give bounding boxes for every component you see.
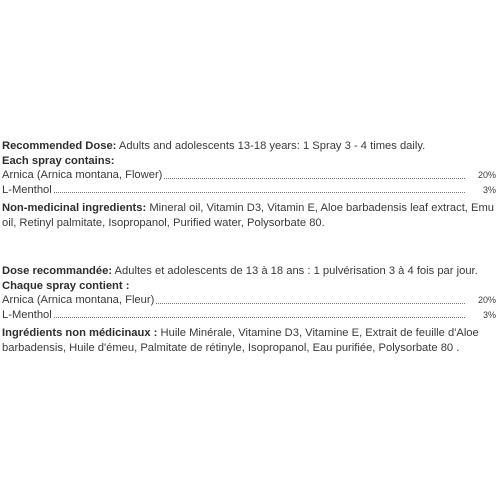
nonmedicinal-en: [2, 201, 496, 230]
nonmed-label-fr: Ingrédients non médicinaux :: [2, 327, 158, 340]
ingredient-value: 3%: [482, 309, 496, 320]
ingredient-name: L-Menthol: [2, 308, 52, 321]
english-section: [2, 139, 496, 231]
french-section: [2, 264, 496, 356]
dose-label-en: Recommended Dose:: [2, 140, 117, 152]
contains-label-fr: Chaque spray contient :: [2, 279, 130, 292]
dose-line-fr: [2, 264, 496, 279]
nonmed-text-fr: Huile Minérale, Vitamine D3, Vitamine E, Extrait de feuille d'Aloe barbadensis, Huile d'émeu, Palmitate de rétinyle, Isopropanol, Eau purifiée, Polysorbate 80 .: [2, 327, 479, 354]
ingredient-name: Arnica (Arnica montana, Flower): [2, 169, 163, 182]
ingredient-name: Arnica (Arnica montana, Fleur): [2, 294, 155, 307]
contains-label-en: Each spray contains:: [2, 154, 115, 167]
ingredient-row-fr-arnica: [2, 293, 496, 308]
dose-line-en: [2, 139, 496, 154]
dot-leader: [156, 303, 465, 304]
dose-text-en: Adults and adolescents 13-18 years: 1 Spray 3 - 4 times daily.: [116, 140, 426, 152]
ingredient-name: L-Menthol: [2, 183, 52, 196]
ingredient-row-fr-menthol: [2, 308, 496, 323]
nonmedicinal-fr: [2, 326, 496, 355]
dot-leader: [54, 192, 465, 193]
ingredient-value: 3%: [482, 184, 496, 195]
dose-text-fr: Adultes et adolescents de 13 à 18 ans : 1 pulvérisation 3 à 4 fois par jour.: [112, 265, 478, 277]
ingredient-row-en-arnica: [2, 168, 496, 183]
ingredient-value: 20%: [477, 295, 496, 306]
ingredient-value: 20%: [477, 170, 496, 181]
dose-label-fr: Dose recommandée:: [2, 265, 113, 277]
nonmed-text-en: Mineral oil, Vitamin D3, Vitamin E, Aloe barbadensis leaf extract, Emu oil, Retinyl palmitate, Isopropanol, Purified water, Polysorbate 80.: [2, 202, 495, 229]
dot-leader: [54, 317, 465, 318]
dot-leader: [164, 178, 465, 179]
ingredient-row-en-menthol: [2, 183, 496, 198]
nonmed-label-en: Non-medicinal ingredients:: [2, 202, 147, 215]
